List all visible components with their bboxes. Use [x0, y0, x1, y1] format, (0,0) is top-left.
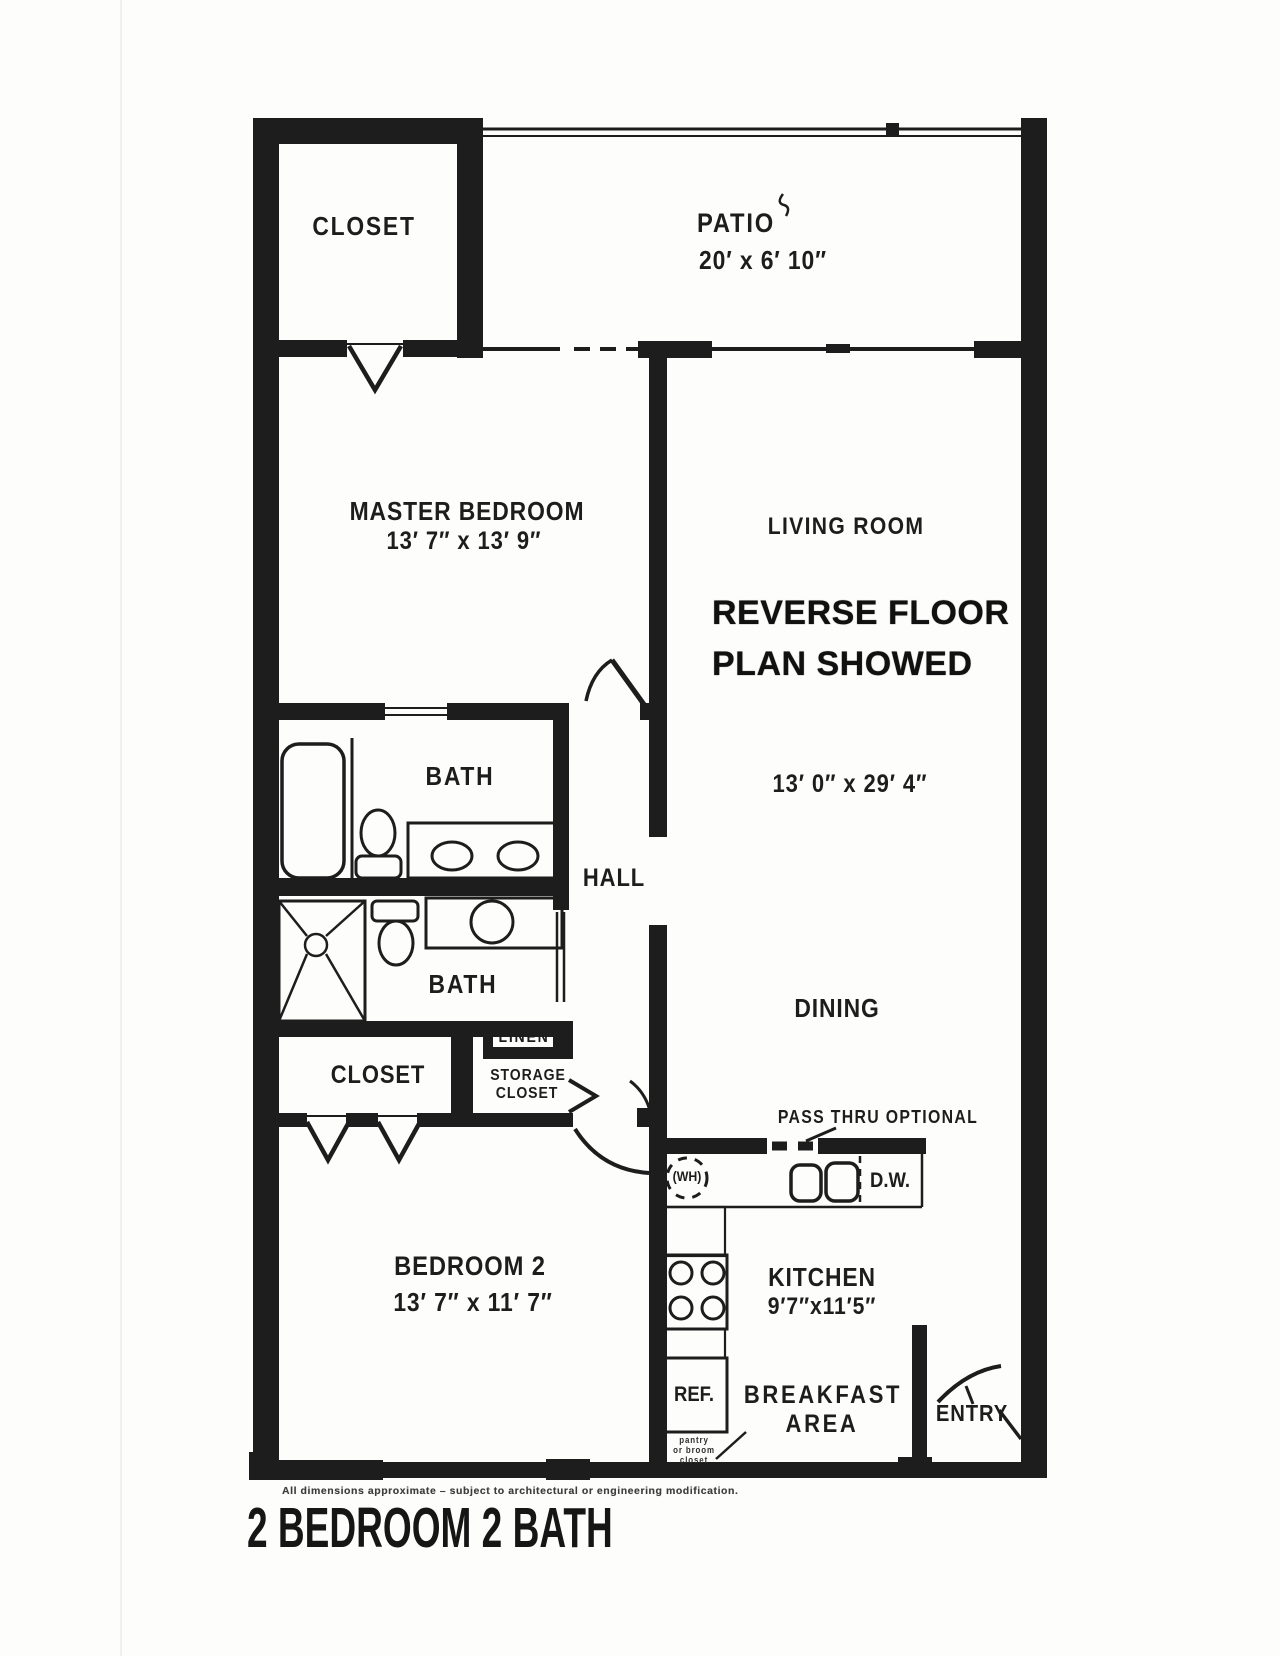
second-bath-fixtures: [279, 898, 562, 1021]
sink-icon: [498, 842, 538, 870]
entry-label: ENTRY: [935, 1400, 1009, 1426]
breakfast-area-label-line1: BREAKFAST: [743, 1381, 903, 1409]
stove-icon: [663, 1207, 727, 1358]
pantry-note-line1: pantry: [679, 1435, 709, 1445]
dishwasher-label: D.W.: [869, 1169, 911, 1192]
bifold-door-icon: [307, 1122, 349, 1160]
living-room-label: LIVING ROOM: [767, 513, 925, 540]
pantry-note-line3: closet: [679, 1455, 709, 1465]
closet-top-label: CLOSET: [312, 211, 416, 241]
kitchen-label: KITCHEN: [768, 1262, 876, 1292]
master-bedroom-label: MASTER BEDROOM: [349, 496, 585, 526]
sink-icon: [432, 842, 472, 870]
storage-closet-label-line1: STORAGE: [490, 1067, 566, 1084]
storage-closet-door-icon: [569, 1080, 596, 1112]
master-bedroom-dims: 13′ 7″ x 13′ 9″: [386, 527, 542, 555]
master-bedroom-door-icon: [612, 660, 648, 710]
door-swing-arc: [630, 1081, 650, 1111]
refrigerator-label: REF.: [673, 1383, 715, 1406]
storage-closet-label-line2: CLOSET: [495, 1085, 559, 1102]
kitchen-dims: 9′7″x11′5″: [767, 1293, 877, 1320]
door-swing-arc: [586, 660, 612, 701]
toilet-tank-icon: [372, 901, 418, 921]
pantry-note-line2: or broom: [673, 1445, 715, 1455]
living-room-dims: 13′ 0″ x 29′ 4″: [772, 770, 928, 798]
pass-thru-label: PASS THRU OPTIONAL: [777, 1107, 979, 1127]
entry-wall: [912, 1325, 927, 1462]
hall-label: HALL: [582, 864, 646, 892]
kitchen-walls: [649, 1138, 926, 1154]
bathtub-icon: [282, 744, 344, 878]
bedroom2-label: BEDROOM 2: [394, 1251, 546, 1281]
sink-icon: [471, 901, 513, 943]
top-closet-wall: [253, 340, 483, 390]
reverse-plan-note-line1: REVERSE FLOOR: [712, 594, 1010, 632]
vanity-icon: [408, 823, 562, 878]
closet-bedroom2-label: CLOSET: [330, 1061, 426, 1089]
vanity-icon: [426, 898, 562, 948]
master-bath-label: BATH: [425, 761, 495, 791]
bifold-door-icon: [349, 346, 401, 390]
kitchen-sink-icon: [791, 1165, 821, 1201]
patio-railing: [483, 123, 1021, 136]
bifold-door-icon: [378, 1122, 420, 1160]
patio-mark: [780, 194, 788, 216]
outer-walls: [249, 118, 1047, 1480]
bedroom2-door-swing-arc: [575, 1129, 649, 1173]
water-heater-label: (WH): [672, 1168, 702, 1184]
reverse-plan-note-line2: PLAN SHOWED: [712, 645, 973, 683]
disclaimer-text: All dimensions approximate – subject to architectural or engineering modification.: [282, 1485, 739, 1497]
linen-label: LINEN: [498, 1029, 550, 1046]
toilet-icon: [379, 921, 413, 965]
toilet-tank-icon: [356, 856, 401, 878]
shower-drain-icon: [305, 934, 327, 956]
bedroom2-dims: 13′ 7″ x 11′ 7″: [393, 1287, 553, 1317]
dining-label: DINING: [794, 993, 880, 1023]
patio-label: PATIO: [697, 208, 775, 238]
pantry-pointer: [716, 1432, 746, 1459]
patio-dims: 20′ x 6′ 10″: [699, 245, 827, 275]
toilet-icon: [361, 810, 395, 856]
breakfast-area-label-line2: AREA: [785, 1410, 859, 1438]
patio-wall: [483, 341, 1023, 358]
master-bath-fixtures: [282, 738, 562, 880]
kitchen-sink-icon: [826, 1163, 858, 1201]
page-title: 2 BEDROOM 2 BATH: [247, 1496, 613, 1560]
second-bath-label: BATH: [428, 969, 498, 999]
